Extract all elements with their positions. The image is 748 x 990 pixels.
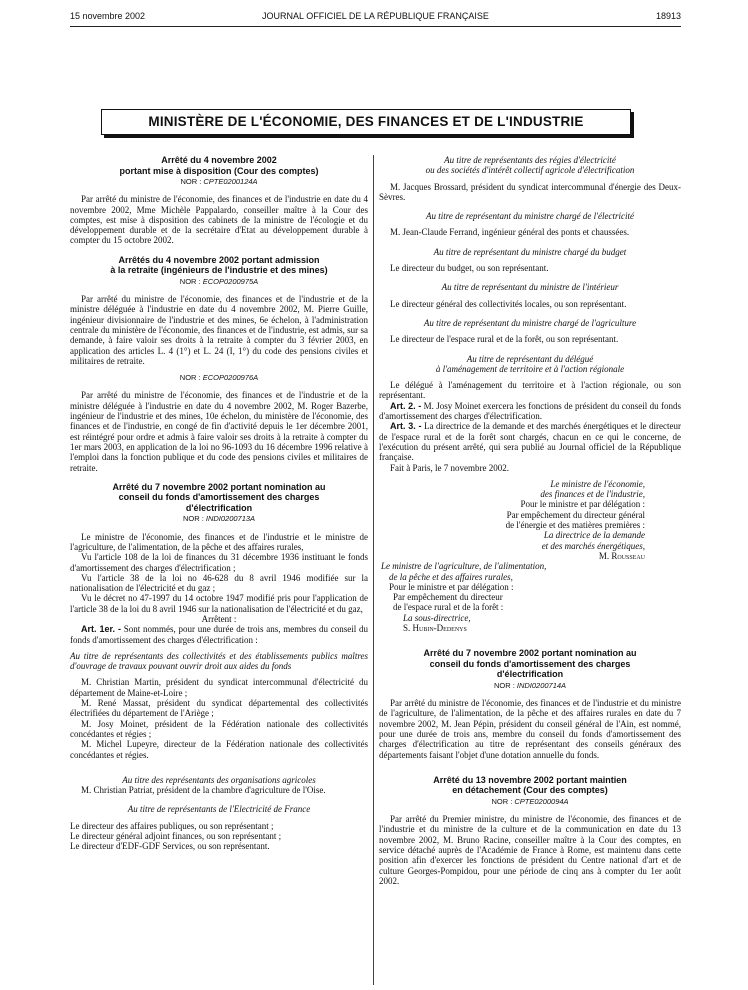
signature-line: de l'espace rural et de la forêt : bbox=[393, 602, 504, 613]
member: M. Josy Moinet, président de la Fédération nationale des collectivités concédantes et régies ; bbox=[70, 718, 368, 739]
decree-title: Arrêtés du 4 novembre 2002 portant admission bbox=[118, 254, 320, 265]
section-heading: Au titre de représentants des régies d'électricité bbox=[444, 155, 616, 165]
decree-title: Arrêté du 7 novembre 2002 portant nomination au bbox=[112, 481, 326, 492]
decree-title: en détachement (Cour des comptes) bbox=[452, 785, 608, 796]
decree-title: Arrêté du 4 novembre 2002 bbox=[161, 155, 277, 165]
signature-block bbox=[379, 561, 681, 633]
paragraph: Vu le décret no 47-1997 du 14 octobre 1947 modifié pris pour l'application de l'article 38 de la loi du 8 avril 1946 sur la nationalisation de l'électricité et du gaz, bbox=[70, 593, 368, 614]
member: M. Christian Patriat, président de la chambre d'agriculture de l'Oise. bbox=[81, 785, 326, 796]
section-heading: Au titre de représentant du ministre de l'intérieur bbox=[441, 282, 619, 293]
decree-title: d'électrification bbox=[496, 669, 564, 680]
nor-code: INDI0200713A bbox=[205, 514, 256, 524]
member: M. Christian Martin, président du syndicat intercommunal d'électricité du département de Maine-et-Loire ; bbox=[70, 677, 368, 698]
nor-reference bbox=[70, 277, 368, 287]
member: Le directeur des affaires publiques, ou son représentant ; bbox=[70, 820, 274, 831]
section-heading: Au titre de représentant du ministre chargé du budget bbox=[433, 246, 627, 257]
section-heading: Au titre de représentants des collectivités et des établissements publics maîtres d'ouvrage de travaux pouvant ouvrir droit aux aides du fonds bbox=[70, 650, 368, 672]
nor-code: ECOP0200975A bbox=[202, 276, 259, 286]
signature-line: Pour le ministre et par délégation : bbox=[389, 581, 514, 592]
nor-label: NOR : bbox=[182, 514, 206, 524]
article-1 bbox=[70, 624, 368, 645]
signature-line: La directrice de la demande bbox=[543, 530, 645, 541]
nor-reference bbox=[70, 177, 368, 187]
nor-code: INDI0200714A bbox=[516, 680, 567, 690]
right-column bbox=[379, 155, 681, 886]
paragraph: Vu l'article 108 de la loi de finances du 31 décembre 1936 instituant le fonds d'amortissement des charges d'électrification ; bbox=[70, 552, 368, 573]
journal-title: JOURNAL OFFICIEL DE LA RÉPUBLIQUE FRANÇAISE bbox=[262, 11, 489, 21]
page-header bbox=[70, 11, 681, 27]
header-rule bbox=[70, 26, 681, 27]
decree-title: portant mise à disposition (Cour des comptes) bbox=[119, 165, 319, 176]
member: M. Jacques Brossard, président du syndicat intercommunal d'énergie des Deux-Sèvres. bbox=[379, 181, 681, 202]
nor-label: NOR : bbox=[493, 680, 517, 690]
ministry-banner: MINISTÈRE DE L'ÉCONOMIE, DES FINANCES ET DE L'INDUSTRIE bbox=[101, 109, 631, 135]
page-number: 18913 bbox=[655, 11, 681, 21]
section-heading: Au titre de représentant du délégué bbox=[466, 353, 594, 364]
member: Le directeur général adjoint finances, ou son représentant ; bbox=[70, 831, 282, 842]
signature-line: des finances et de l'industrie, bbox=[540, 489, 645, 500]
member: Le directeur général des collectivités locales, ou son représentant. bbox=[390, 298, 627, 309]
decree-body: Par arrêté du ministre de l'économie, des finances et de l'industrie et du ministre de l'agriculture, de l'alimentation, de la pêche et des affaires rurales en date du 7 novembre 2002, M. Jean Pépin, président du conseil général de l'Ain, est nommé, pour une durée de trois ans, membre du conseil du fonds d'amortissement des charges d'électrification au titre de représentant des conseils généraux des départements faisant l'objet d'une dotation annuelle du fonds. bbox=[379, 698, 681, 760]
article-label: Art. 3. - bbox=[390, 421, 422, 432]
article-3 bbox=[379, 421, 681, 462]
signatory-name: M. Rousseau bbox=[598, 550, 645, 561]
member: Le directeur du budget, ou son représentant. bbox=[390, 263, 549, 274]
column-divider bbox=[373, 155, 374, 985]
arretent: Arrêtent : bbox=[201, 614, 237, 624]
article-text: La directrice de la demande et des marchés énergétiques et le directeur de l'espace rural et de la forêt sont chargés, chacun en ce qui le concerne, de l'exécution du présent arrêté, qui sera publié au Journal officiel de la République française. bbox=[379, 421, 681, 463]
decree-body: Par arrêté du ministre de l'économie, des finances et de l'industrie en date du 4 novembre 2002, Mme Michèle Pappalardo, conseiller maître à la Cour des comptes, est mise à disposition des cabinets de la ministre de l'écologie et du développement durable et de la secrétaire d'Etat au développement durable à compter du 15 octobre 2002. bbox=[70, 194, 368, 246]
section-heading: ou des sociétés d'intérêt collectif agricole d'électrification bbox=[425, 165, 635, 176]
section-heading: Au titre de représentant du ministre chargé de l'agriculture bbox=[423, 317, 637, 328]
nor-label: NOR : bbox=[179, 276, 203, 286]
nor-reference bbox=[70, 373, 368, 383]
article-text: Sont nommés, pour une durée de trois ans, membres du conseil du fonds d'amortissement des charges d'électrification : bbox=[70, 624, 369, 645]
signature-line: Pour le ministre et par délégation : bbox=[520, 499, 645, 510]
decree-title: conseil du fonds d'amortissement des charges bbox=[429, 658, 631, 669]
section-heading: Au titre des représentants des organisations agricoles bbox=[122, 774, 316, 785]
member: Le directeur de l'espace rural et de la forêt, ou son représentant. bbox=[390, 334, 619, 345]
signature-line: de la pêche et des affaires rurales, bbox=[389, 571, 513, 582]
paragraph: Vu l'article 38 de la loi no 46-628 du 8 avril 1946 modifiée sur la nationalisation de l'électricité et du gaz ; bbox=[70, 572, 368, 594]
nor-reference bbox=[379, 681, 681, 691]
decree-body: Par arrêté du Premier ministre, du ministre de l'économie, des finances et de l'industrie et du ministre de la culture et de la communication en date du 13 novembre 2002, M. Bruno Racine, conseiller maître à la Cour des comptes, en service détaché auprès de l'Académie de France à Rome, est maintenu dans cette position afin d'exercer les fonctions de président du Centre national d'art et de culture Georges-Pompidou, pour une période de cinq ans à compter du 1er août 2002. bbox=[379, 814, 681, 886]
nor-code: CPTE0200124A bbox=[203, 177, 258, 186]
left-column bbox=[70, 155, 368, 852]
member: M. Michel Lupeyre, directeur de la Fédération nationale des collectivités concédantes et régies. bbox=[70, 739, 368, 760]
decree-title: conseil du fonds d'amortissement des charges bbox=[118, 492, 320, 503]
signature-line: Par empêchement du directeur général bbox=[506, 509, 645, 520]
member: M. Jean-Claude Ferrand, ingénieur général des ponts et chaussées. bbox=[390, 227, 630, 238]
fait-a-paris: Fait à Paris, le 7 novembre 2002. bbox=[390, 462, 509, 473]
nor-reference bbox=[379, 797, 681, 807]
article-2 bbox=[379, 401, 681, 422]
section-heading: Au titre de représentants de l'Electricité de France bbox=[127, 804, 311, 815]
signature-line: La sous-directrice, bbox=[403, 612, 471, 623]
signature-line: et des marchés énergétiques, bbox=[541, 540, 645, 551]
nor-label: NOR : bbox=[180, 177, 204, 186]
signature-line: Par empêchement du directeur bbox=[393, 592, 503, 603]
article-label: Art. 2. - bbox=[390, 400, 422, 411]
signature-line: de l'énergie et des matières premières : bbox=[505, 520, 645, 531]
member: Le directeur d'EDF-GDF Services, ou son représentant. bbox=[70, 841, 270, 852]
header-date: 15 novembre 2002 bbox=[70, 11, 146, 21]
decree-body: Par arrêté du ministre de l'économie, des finances et de l'industrie et de la ministre déléguée à l'industrie en date du 4 novembre 2002, M. Pierre Guille, ingénieur divisionnaire de l'industrie et des mines, 6e échelon, à l'administration centrale du ministère de l'économie, des finances et de l'industrie, est admis, sur sa demande, à faire valoir ses droits à la retraite à compter du 3 février 2003, en application des articles L. 4 (1°) et L. 24 (I, 1°) du code des pensions civiles et militaires de retraite. bbox=[70, 294, 368, 366]
member: Le délégué à l'aménagement du territoire et à l'action régionale, ou son représentant. bbox=[379, 380, 681, 401]
nor-code: CPTE0200094A bbox=[514, 796, 569, 806]
signature-line: Le ministre de l'agriculture, de l'alimentation, bbox=[381, 561, 547, 572]
section-heading: à l'aménagement de territoire et à l'action régionale bbox=[435, 363, 625, 374]
signature-block bbox=[379, 479, 681, 561]
decree-title: Arrêté du 13 novembre 2002 portant maintien bbox=[433, 774, 627, 785]
decree-body: Par arrêté du ministre de l'économie, des finances et de l'industrie et de la ministre déléguée à l'industrie en date du 4 novembre 2002, M. Roger Bazerbe, ingénieur de l'industrie et des mines, 10e échelon, du ministère de l'économie, des finances et de l'industrie, en congé de fin d'activité depuis le 1er décembre 2001, est réintégré pour ordre et admis à faire valoir ses droits à la retraite à compter du 1er mars 2003, en application de la loi no 96-1093 du 16 décembre 1996 relative à l'emploi dans la fonction publique et du code des pensions civiles et militaires de retraite. bbox=[70, 390, 368, 473]
nor-code: ECOP0200976A bbox=[202, 373, 259, 383]
nor-reference bbox=[70, 514, 368, 524]
decree-title: d'électrification bbox=[185, 502, 253, 513]
member: M. René Massat, président du syndicat départemental des collectivités électrifiées du département de l'Ariège ; bbox=[70, 698, 368, 719]
decree-title: Arrêté du 7 novembre 2002 portant nomination au bbox=[423, 648, 637, 659]
article-text: M. Josy Moinet exercera les fonctions de président du conseil du fonds d'amortissement des charges d'électrification. bbox=[379, 400, 681, 422]
nor-label: NOR : bbox=[179, 373, 203, 383]
nor-label: NOR : bbox=[491, 796, 515, 806]
section-heading: Au titre de représentant du ministre chargé de l'électricité bbox=[425, 211, 635, 222]
decree-title: à la retraite (ingénieurs de l'industrie et des mines) bbox=[110, 265, 328, 276]
signature-line: Le ministre de l'économie, bbox=[550, 478, 645, 489]
paragraph: Le ministre de l'économie, des finances et de l'industrie et le ministre de l'agriculture, de l'alimentation, de la pêche et des affaires rurales, bbox=[70, 531, 368, 552]
signatory-name: S. Hubin-Dedenys bbox=[403, 622, 467, 633]
article-label: Art. 1er. - bbox=[81, 624, 122, 635]
